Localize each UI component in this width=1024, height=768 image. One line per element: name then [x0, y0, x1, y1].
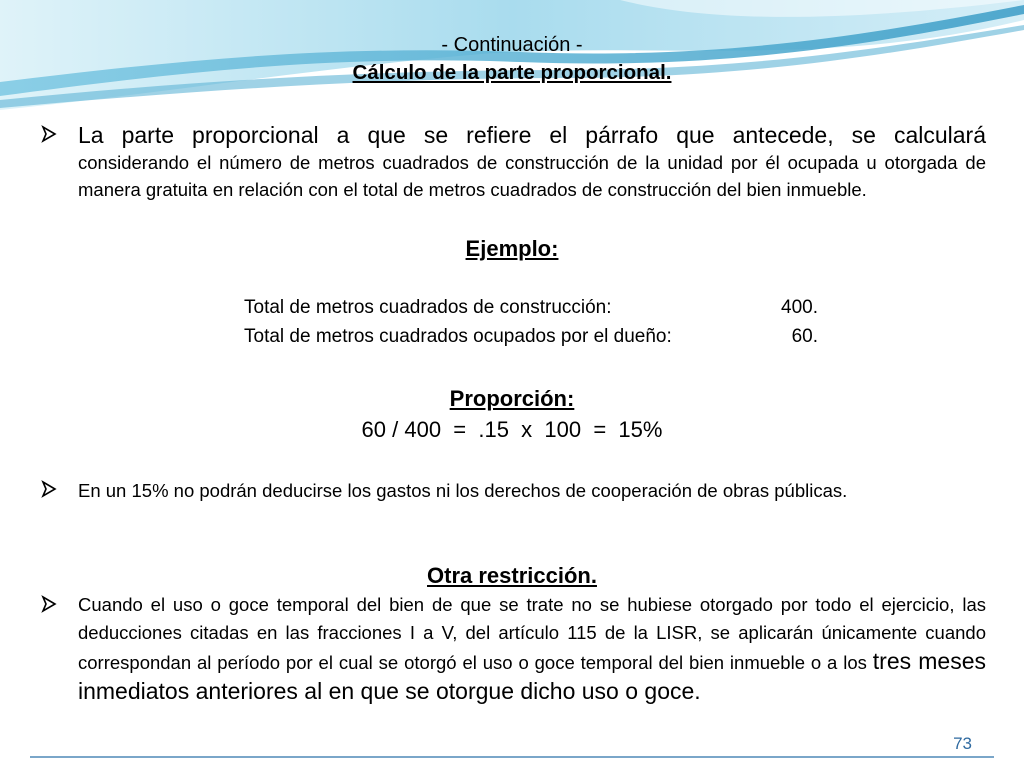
- paragraph-proportional: [40, 121, 986, 233]
- restriction-heading: Otra restricción.: [427, 563, 597, 588]
- arrow-bullet-icon: [40, 125, 58, 148]
- example-row-total: [244, 297, 612, 319]
- paragraph-restriction-text: [78, 591, 986, 707]
- continuation-label: - Continuación -: [441, 34, 583, 56]
- page-title: Cálculo de la parte proporcional.: [352, 61, 672, 84]
- paragraph-deduction-text: En un 15% no podrán deducirse los gastos ni los derechos de cooperación de obras públicas.: [78, 480, 848, 501]
- example-row-total-label: Total de metros cuadrados de construcción:: [244, 297, 612, 318]
- example-row-owner-value: 60.: [791, 326, 818, 347]
- paragraph-restriction-small: Cuando el uso o goce temporal del bien de que se trate no se hubiese otorgado por todo el ejercicio, las deducciones citadas en las fracciones I a V, del artículo 115 de la LISR, se aplicarán únicamente cuando correspondan al período por el cual se otorgó el uso o goce temporal del bien inmueble o a los: [78, 594, 986, 673]
- arrow-bullet-icon: [40, 480, 58, 503]
- paragraph-restriction: [40, 591, 986, 741]
- proportion-heading: Proporción:: [449, 386, 575, 411]
- proportion-formula: 60 / 400 = .15 x 100 = 15%: [361, 417, 663, 442]
- paragraph-deduction: [40, 477, 986, 533]
- page-number: 73: [953, 734, 972, 753]
- example-row-total-value: 400.: [781, 297, 818, 318]
- footer-divider: [30, 756, 994, 758]
- paragraph-restriction-large: tres meses inmediatos anteriores al en que se otorgue dicho uso o goce.: [78, 648, 987, 704]
- arrow-bullet-icon: [40, 595, 58, 618]
- paragraph-proportional-text: [78, 121, 986, 203]
- paragraph-proportional-lead: La parte proporcional a que se refiere el párrafo que antecede, se calculará: [78, 122, 986, 148]
- example-heading: Ejemplo:: [465, 236, 559, 261]
- paragraph-proportional-rest: considerando el número de metros cuadrados de construcción de la unidad por él ocupada u otorgada de manera gratuita en relación con el total de metros cuadrados de construcción del bien inmueble.: [78, 152, 986, 200]
- example-row-owner: [244, 326, 672, 348]
- header-wave-decoration: [0, 0, 1024, 120]
- example-row-owner-label: Total de metros cuadrados ocupados por el dueño:: [244, 326, 672, 347]
